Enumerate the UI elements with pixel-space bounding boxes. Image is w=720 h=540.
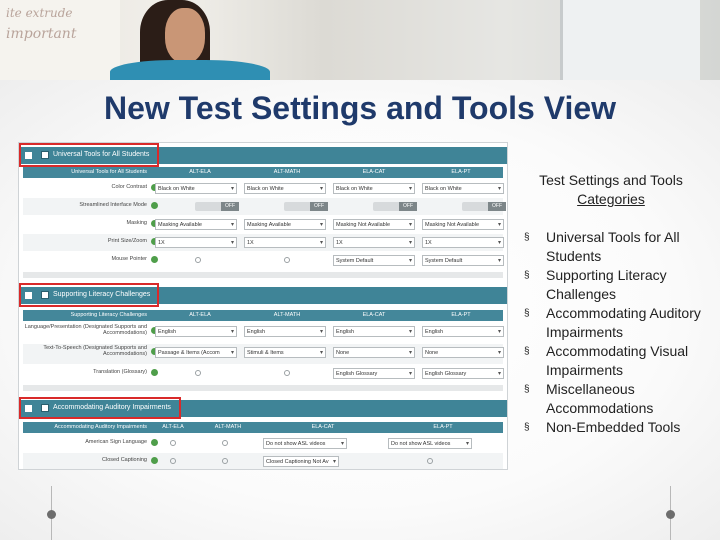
row-label: Print Size/Zoom — [107, 238, 147, 244]
board-text-2: important — [6, 26, 77, 42]
tts-select[interactable]: None ▾ — [422, 347, 504, 358]
language-select[interactable]: English ▾ — [155, 326, 237, 337]
list-item — [522, 418, 712, 437]
color-contrast-select[interactable]: Black on White ▾ — [422, 183, 504, 194]
streamlined-toggle[interactable] — [462, 202, 506, 211]
print-size-select[interactable]: 1X ▾ — [333, 237, 415, 248]
table-header-row — [23, 167, 503, 178]
column-header: ALT-MATH — [273, 312, 301, 318]
bullet-icon: § — [524, 232, 530, 243]
column-header: ALT-MATH — [214, 424, 242, 430]
highlight-box-auditory — [19, 397, 181, 419]
print-size-select[interactable]: 1X ▾ — [422, 237, 504, 248]
category-label: Accommodating Auditory Impairments — [546, 305, 701, 340]
column-header: ELA-PT — [451, 169, 471, 175]
closed-captioning-select[interactable]: Closed Captioning Not Av ▾ — [263, 456, 339, 467]
column-header: Accommodating Auditory Impairments — [54, 424, 147, 430]
table-row — [23, 180, 503, 197]
masking-select[interactable]: Masking Not Available ▾ — [333, 219, 415, 230]
list-item — [522, 380, 712, 418]
language-select[interactable]: English ▾ — [244, 326, 326, 337]
mouse-pointer-select[interactable]: System Default ▾ — [333, 255, 415, 266]
scrollbar[interactable] — [23, 272, 503, 278]
decor-dot-left — [47, 510, 56, 519]
not-available-icon — [170, 440, 176, 446]
highlight-box-literacy — [19, 283, 159, 307]
streamlined-toggle[interactable] — [284, 202, 328, 211]
column-header: Supporting Literacy Challenges — [70, 312, 147, 318]
help-icon[interactable] — [151, 202, 158, 209]
highlight-box-universal — [19, 143, 159, 167]
table-row — [23, 453, 503, 470]
toggle-state: OFF — [310, 202, 328, 211]
color-contrast-select[interactable]: Black on White ▾ — [155, 183, 237, 194]
categories-title — [522, 171, 700, 209]
streamlined-toggle[interactable] — [373, 202, 417, 211]
help-icon[interactable] — [151, 256, 158, 263]
print-size-select[interactable]: 1X ▾ — [244, 237, 326, 248]
category-label: Supporting Literacy Challenges — [546, 267, 667, 302]
color-contrast-select[interactable]: Black on White ▾ — [244, 183, 326, 194]
row-label: American Sign Language — [85, 439, 147, 445]
masking-select[interactable]: Masking Not Available ▾ — [422, 219, 504, 230]
help-icon[interactable] — [151, 369, 158, 376]
list-item — [522, 228, 712, 266]
table-row — [23, 216, 503, 233]
not-available-icon — [284, 257, 290, 263]
row-label: Translation (Glossary) — [93, 369, 147, 375]
decor-dot-right — [666, 510, 675, 519]
not-available-icon — [195, 370, 201, 376]
row-label: Language/Presentation (Designated Supports and Accommodations) — [24, 324, 147, 336]
categories-list — [522, 228, 712, 437]
bullet-icon: § — [524, 384, 530, 395]
table-row — [23, 435, 503, 452]
mouse-pointer-select[interactable]: System Default ▾ — [422, 255, 504, 266]
table-row — [23, 365, 503, 382]
category-label: Accommodating Visual Impairments — [546, 343, 689, 378]
asl-select[interactable]: Do not show ASL videos ▾ — [263, 438, 347, 449]
table-header-row — [23, 422, 503, 433]
background-window — [560, 0, 700, 80]
table-row — [23, 234, 503, 251]
toggle-state: OFF — [221, 202, 239, 211]
row-label: Text-To-Speech (Designated Supports and Accommodations) — [43, 345, 147, 357]
column-header: ELA-CAT — [311, 424, 335, 430]
column-header: ELA-CAT — [362, 169, 386, 175]
masking-select[interactable]: Masking Available ▾ — [155, 219, 237, 230]
bullet-icon: § — [524, 422, 530, 433]
help-icon[interactable] — [151, 439, 158, 446]
header-photo — [0, 0, 720, 80]
table-row — [23, 323, 503, 343]
not-available-icon — [222, 440, 228, 446]
help-icon[interactable] — [151, 457, 158, 464]
bullet-icon: § — [524, 270, 530, 281]
row-label: Mouse Pointer — [111, 256, 147, 262]
streamlined-toggle[interactable] — [195, 202, 239, 211]
bullet-icon: § — [524, 308, 530, 319]
table-row — [23, 344, 503, 364]
person-shirt — [110, 60, 270, 80]
table-header-row — [23, 310, 503, 321]
board-text-1: ite extrude — [6, 6, 73, 20]
bullet-icon: § — [524, 346, 530, 357]
row-label: Color Contrast — [111, 184, 147, 190]
asl-select[interactable]: Do not show ASL videos ▾ — [388, 438, 472, 449]
column-header: ELA-PT — [433, 424, 453, 430]
section-label: Accommodating Auditory Impairments — [53, 404, 171, 411]
list-item — [522, 266, 712, 304]
column-header: ELA-CAT — [362, 312, 386, 318]
masking-select[interactable]: Masking Available ▾ — [244, 219, 326, 230]
column-header: ALT-ELA — [189, 169, 211, 175]
column-header: ELA-PT — [451, 312, 471, 318]
not-available-icon — [195, 257, 201, 263]
row-label: Closed Captioning — [102, 457, 147, 463]
category-label: Non-Embedded Tools — [546, 419, 681, 435]
table-row — [23, 198, 503, 215]
toggle-state: OFF — [399, 202, 417, 211]
translation-select[interactable]: English Glossary ▾ — [333, 368, 415, 379]
category-label: Universal Tools for All Students — [546, 229, 680, 264]
not-available-icon — [222, 458, 228, 464]
language-select[interactable]: English ▾ — [333, 326, 415, 337]
translation-select[interactable]: English Glossary ▾ — [422, 368, 504, 379]
tts-select[interactable]: Passage & Items (Accom ▾ — [155, 347, 237, 358]
section-label: Universal Tools for All Students — [53, 151, 150, 158]
whiteboard — [0, 0, 120, 80]
column-header: Universal Tools for All Students — [71, 169, 147, 175]
section-label: Supporting Literacy Challenges — [53, 291, 151, 298]
column-header: ALT-ELA — [189, 312, 211, 318]
category-label: Miscellaneous Accommodations — [546, 381, 654, 416]
language-select[interactable]: English ▾ — [422, 326, 504, 337]
column-header: ALT-MATH — [273, 169, 301, 175]
categories-title-line: Categories — [577, 191, 645, 207]
not-available-icon — [427, 458, 433, 464]
list-item — [522, 304, 712, 342]
settings-screenshot — [18, 142, 508, 470]
table-row — [23, 252, 503, 269]
slide-title: New Test Settings and Tools View — [103, 90, 617, 126]
tts-select[interactable]: None ▾ — [333, 347, 415, 358]
row-label: Masking — [126, 220, 147, 226]
tts-select[interactable]: Stimuli & Items ▾ — [244, 347, 326, 358]
row-label: Streamlined Interface Mode — [79, 202, 147, 208]
list-item — [522, 342, 712, 380]
person-face — [165, 8, 205, 63]
not-available-icon — [284, 370, 290, 376]
column-header: ALT-ELA — [162, 424, 184, 430]
print-size-select[interactable]: 1X ▾ — [155, 237, 237, 248]
color-contrast-select[interactable]: Black on White ▾ — [333, 183, 415, 194]
toggle-state: OFF — [488, 202, 506, 211]
not-available-icon — [170, 458, 176, 464]
scrollbar[interactable] — [23, 385, 503, 391]
categories-title-line: Test Settings and Tools — [539, 172, 683, 188]
